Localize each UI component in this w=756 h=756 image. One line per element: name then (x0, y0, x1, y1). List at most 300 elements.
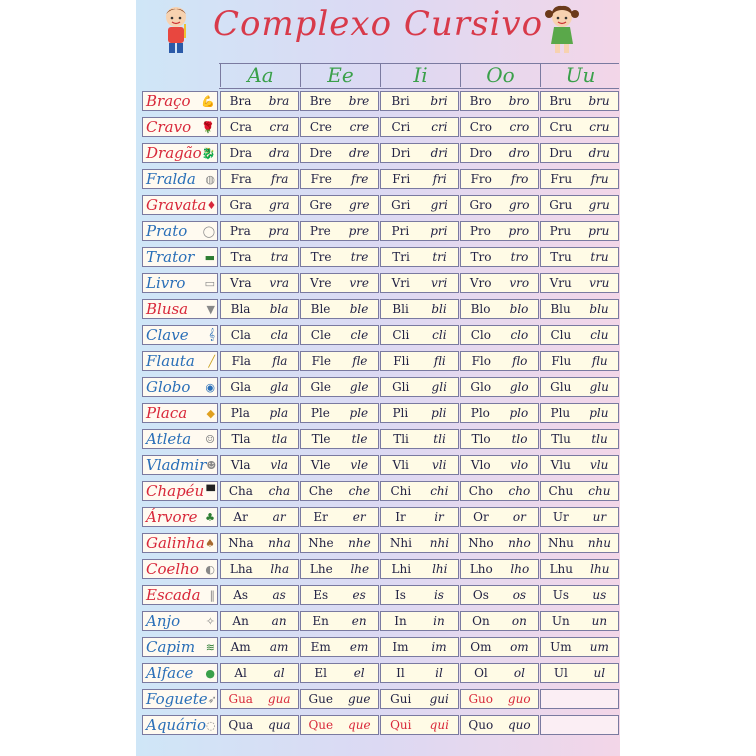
syllable-cell (300, 377, 379, 397)
syllable-print: Flo (471, 354, 491, 368)
syllable-cursive: quo (507, 718, 531, 732)
syllable-cell (380, 663, 459, 683)
syllable-print: Plu (550, 406, 571, 420)
example-word-label: Chapéu (146, 482, 205, 500)
poster (136, 0, 620, 756)
syllable-cell (540, 273, 619, 293)
syllable-cell (300, 143, 379, 163)
syllable-cell (300, 611, 379, 631)
syllable-cursive: fla (272, 354, 288, 368)
syllable-print: Vla (230, 458, 251, 472)
syllable-row (136, 117, 620, 139)
syllable-cell (220, 403, 299, 423)
syllable-print: Tli (393, 432, 409, 446)
syllable-cursive: ur (592, 510, 607, 524)
syllable-cell (380, 299, 459, 319)
syllable-cursive: cro (509, 120, 530, 134)
syllable-cell (540, 247, 619, 267)
example-word (142, 481, 218, 501)
syllable-cell (220, 507, 299, 527)
syllable-print: Fle (311, 354, 331, 368)
example-word (142, 273, 218, 293)
syllable-print: Gre (309, 198, 332, 212)
syllable-cell (220, 117, 299, 137)
syllable-cell (220, 715, 299, 735)
syllable-print: Lha (229, 562, 253, 576)
syllable-cursive: dra (268, 146, 290, 160)
syllable-cell (460, 351, 539, 371)
syllable-cursive: gli (431, 380, 447, 394)
syllable-print: Fri (392, 172, 411, 186)
syllable-print: Tlu (551, 432, 571, 446)
syllable-cursive: fro (511, 172, 529, 186)
sign-icon: ◆ (206, 406, 215, 420)
syllable-cursive: cle (350, 328, 369, 342)
syllable-row (136, 325, 620, 347)
syllable-cursive: fle (352, 354, 368, 368)
syllable-cursive: em (349, 640, 369, 654)
syllable-cell (540, 585, 619, 605)
syllable-cursive: lho (510, 562, 530, 576)
syllable-cell (380, 117, 459, 137)
syllable-row (136, 403, 620, 425)
example-word (142, 585, 218, 605)
syllable-print: Nho (468, 536, 494, 550)
syllable-cursive: dri (430, 146, 448, 160)
syllable-cell (220, 91, 299, 111)
syllable-cursive: gue (347, 692, 371, 706)
syllable-print: Nhi (389, 536, 412, 550)
syllable-cell (380, 377, 459, 397)
syllable-cursive: en (351, 614, 367, 628)
syllable-row (136, 689, 620, 711)
syllable-cursive: gra (268, 198, 290, 212)
syllable-print: Cli (392, 328, 410, 342)
syllable-print: Dru (549, 146, 573, 160)
example-word (142, 377, 218, 397)
syllable-row (136, 507, 620, 529)
syllable-cursive: lha (270, 562, 290, 576)
syllable-print: Un (551, 614, 570, 628)
syllable-cell (540, 117, 619, 137)
syllable-cell (380, 403, 459, 423)
syllable-cell (300, 325, 379, 345)
syllable-cursive: nhe (348, 536, 371, 550)
syllable-cursive: bli (431, 302, 447, 316)
syllable-cursive: gru (588, 198, 610, 212)
syllable-print: Tle (311, 432, 331, 446)
syllable-row (136, 533, 620, 555)
syllable-print: Nhe (308, 536, 334, 550)
example-word-label: Livro (146, 274, 186, 292)
arm-icon: 💪 (201, 94, 215, 108)
syllable-cell (460, 403, 539, 423)
syllable-cell (300, 559, 379, 579)
syllable-print: Dro (469, 146, 493, 160)
syllable-cell (540, 533, 619, 553)
syllable-print: Bru (549, 94, 572, 108)
syllable-cursive: cla (270, 328, 289, 342)
syllable-print: Tra (230, 250, 252, 264)
syllable-cell (220, 663, 299, 683)
diaper-icon: ◍ (205, 172, 215, 186)
syllable-print: Lho (469, 562, 493, 576)
example-word (142, 247, 218, 267)
syllable-print: Fru (550, 172, 573, 186)
example-word (142, 559, 218, 579)
syllable-print: Lhi (391, 562, 412, 576)
syllable-print: En (312, 614, 329, 628)
syllable-cursive: bla (269, 302, 289, 316)
example-word (142, 637, 218, 657)
syllable-print: Cla (230, 328, 251, 342)
example-word (142, 611, 218, 631)
syllable-row (136, 273, 620, 295)
syllable-cursive: er (352, 510, 366, 524)
syllable-cell (460, 533, 539, 553)
syllable-cell (540, 299, 619, 319)
aquarium-icon: ◌ (206, 718, 216, 732)
syllable-cell (220, 351, 299, 371)
syllable-cell (220, 533, 299, 553)
syllable-cell (540, 221, 619, 241)
syllable-cell (540, 715, 619, 735)
syllable-print: Ble (310, 302, 331, 316)
syllable-cursive: nha (268, 536, 291, 550)
syllable-print: Cri (391, 120, 411, 134)
syllable-cursive: ol (513, 666, 525, 680)
syllable-cell (460, 273, 539, 293)
syllable-print: Cha (228, 484, 253, 498)
syllable-cell (460, 663, 539, 683)
syllable-cell (220, 247, 299, 267)
syllable-cursive: dre (348, 146, 370, 160)
syllable-cell (540, 325, 619, 345)
syllable-cursive: gla (269, 380, 289, 394)
syllable-cursive: ar (272, 510, 286, 524)
syllable-row (136, 585, 620, 607)
syllable-cell (540, 559, 619, 579)
syllable-cursive: im (431, 640, 447, 654)
syllable-cursive: cho (508, 484, 531, 498)
example-word-label: Prato (146, 222, 188, 240)
syllable-cell (380, 195, 459, 215)
syllable-cell (460, 169, 539, 189)
syllable-cursive: qui (429, 718, 449, 732)
syllable-cell (220, 325, 299, 345)
example-word-label: Dragão (146, 144, 202, 162)
tie-icon: ♦ (206, 198, 217, 212)
syllable-cell (380, 169, 459, 189)
syllable-cell (460, 221, 539, 241)
syllable-cell (220, 143, 299, 163)
syllable-cursive: us (592, 588, 607, 602)
syllable-print: Pri (391, 224, 410, 238)
example-word (142, 429, 218, 449)
syllable-cursive: cri (431, 120, 448, 134)
syllable-print: Es (313, 588, 329, 602)
example-word (142, 117, 218, 137)
syllable-print: Bli (392, 302, 409, 316)
syllable-cell (540, 403, 619, 423)
syllable-cursive: fri (432, 172, 447, 186)
flower-icon: 🌹 (201, 120, 215, 134)
syllable-cursive: bro (508, 94, 530, 108)
syllable-cursive: gro (508, 198, 530, 212)
syllable-print: In (394, 614, 407, 628)
syllable-cursive: chi (430, 484, 449, 498)
syllable-print: Guo (468, 692, 493, 706)
syllable-cell (460, 637, 539, 657)
syllable-print: Tla (231, 432, 251, 446)
syllable-cell (460, 455, 539, 475)
syllable-print: Plo (470, 406, 490, 420)
syllable-row (136, 195, 620, 217)
syllable-cell (380, 715, 459, 735)
lettuce-icon: ● (205, 666, 215, 680)
syllable-print: Bla (230, 302, 251, 316)
syllable-cell (460, 481, 539, 501)
syllable-cell (540, 455, 619, 475)
syllable-cell (540, 663, 619, 683)
syllable-cell (220, 377, 299, 397)
syllable-cell (540, 689, 619, 709)
syllable-cell (380, 559, 459, 579)
syllable-cursive: nhi (429, 536, 450, 550)
syllable-cursive: cli (432, 328, 447, 342)
syllable-print: Tlo (471, 432, 491, 446)
syllable-cursive: un (591, 614, 608, 628)
rocket-icon: ➶ (207, 692, 217, 706)
example-word (142, 403, 218, 423)
syllable-print: Bra (229, 94, 252, 108)
syllable-cursive: in (433, 614, 445, 628)
syllable-cursive: lhu (590, 562, 610, 576)
syllable-cell (380, 429, 459, 449)
syllable-cell (300, 715, 379, 735)
tractor-icon: ▬ (204, 250, 215, 264)
syllable-print: Il (396, 666, 405, 680)
syllable-cursive: nhu (587, 536, 612, 550)
syllable-print: Cle (310, 328, 331, 342)
syllable-cursive: qua (268, 718, 291, 732)
syllable-cursive: tra (270, 250, 289, 264)
syllable-print: Che (308, 484, 333, 498)
syllable-cursive: vre (349, 276, 370, 290)
syllable-print: Fli (393, 354, 410, 368)
syllable-cursive: gui (429, 692, 449, 706)
syllable-print: On (472, 614, 490, 628)
syllable-cell (300, 507, 379, 527)
boy-illustration (154, 4, 198, 56)
example-word-label: Vladmir (146, 456, 207, 474)
syllable-cursive: chu (588, 484, 611, 498)
syllable-cell (380, 143, 459, 163)
syllable-cursive: vla (270, 458, 289, 472)
syllable-print: El (314, 666, 327, 680)
syllable-cursive: om (510, 640, 529, 654)
globe-icon: ◉ (205, 380, 215, 394)
syllable-cell (540, 91, 619, 111)
syllable-cursive: pro (508, 224, 530, 238)
example-word (142, 325, 218, 345)
syllable-print: Bro (469, 94, 492, 108)
syllable-cell (460, 585, 539, 605)
syllable-cursive: glu (589, 380, 609, 394)
syllable-cell (220, 273, 299, 293)
syllable-cell (460, 195, 539, 215)
syllable-cell (380, 273, 459, 293)
syllable-cell (220, 559, 299, 579)
syllable-print: Er (313, 510, 328, 524)
syllable-cursive: tru (590, 250, 609, 264)
syllable-cell (540, 377, 619, 397)
syllable-cell (540, 351, 619, 371)
syllable-cell (220, 637, 299, 657)
syllable-cursive: vlo (510, 458, 529, 472)
syllable-cursive: flo (512, 354, 528, 368)
syllable-cursive: or (512, 510, 526, 524)
syllable-print: Ir (395, 510, 406, 524)
syllable-print: Que (308, 718, 334, 732)
example-word (142, 533, 218, 553)
flute-icon: ╱ (208, 354, 215, 368)
syllable-print: Nhu (547, 536, 574, 550)
syllable-print: Fro (470, 172, 492, 186)
syllable-cell (300, 273, 379, 293)
example-word-label: Clave (146, 326, 189, 344)
example-word (142, 663, 218, 683)
syllable-print: Nha (228, 536, 254, 550)
syllable-cursive: pri (430, 224, 448, 238)
syllable-row (136, 455, 620, 477)
syllable-cursive: ble (349, 302, 369, 316)
syllable-cell (220, 481, 299, 501)
syllable-cell (300, 663, 379, 683)
example-word-label: Coelho (146, 560, 199, 578)
syllable-print: Clo (470, 328, 491, 342)
syllable-cursive: cre (349, 120, 370, 134)
syllable-row (136, 299, 620, 321)
page-title: Complexo Cursivo (212, 4, 544, 44)
syllable-print: Vli (392, 458, 409, 472)
syllable-cell (460, 377, 539, 397)
syllable-print: Bri (391, 94, 410, 108)
syllable-cursive: pre (348, 224, 370, 238)
syllable-print: Pre (309, 224, 331, 238)
syllable-cell (540, 637, 619, 657)
syllable-print: Pla (230, 406, 250, 420)
syllable-cursive: clo (510, 328, 529, 342)
syllable-cursive: gre (348, 198, 370, 212)
vowel-header-i: Ii (380, 63, 460, 87)
syllable-print: Bre (309, 94, 332, 108)
syllable-cell (540, 169, 619, 189)
syllable-cell (380, 351, 459, 371)
vowel-header-o: Oo (460, 63, 540, 87)
syllable-cursive: il (435, 666, 443, 680)
syllable-cell (380, 221, 459, 241)
syllable-print: Em (310, 640, 331, 654)
ladder-icon: ‖ (209, 588, 215, 602)
syllable-cursive: blu (589, 302, 609, 316)
syllable-print: Ur (552, 510, 569, 524)
syllable-print: Pru (549, 224, 572, 238)
syllable-cursive: dro (508, 146, 530, 160)
hat-icon: ▀ (206, 484, 215, 498)
syllable-print: Fre (310, 172, 332, 186)
syllable-print: Dri (391, 146, 411, 160)
syllable-print: Gro (469, 198, 492, 212)
syllable-cell (460, 559, 539, 579)
syllable-cell (380, 585, 459, 605)
example-word-label: Braço (146, 92, 191, 110)
syllable-row (136, 143, 620, 165)
syllable-print: Vro (469, 276, 492, 290)
syllable-cursive: lhi (432, 562, 448, 576)
syllable-row (136, 637, 620, 659)
syllable-print: Glu (550, 380, 572, 394)
syllable-cell (380, 455, 459, 475)
syllable-cell (540, 429, 619, 449)
girl-illustration (540, 4, 584, 56)
syllable-cursive: vru (589, 276, 610, 290)
example-word-label: Foguete (146, 690, 208, 708)
example-word (142, 689, 218, 709)
syllable-cursive: is (433, 588, 444, 602)
syllable-print: Lhu (549, 562, 573, 576)
rabbit-icon: ◐ (205, 562, 215, 576)
syllable-cell (460, 247, 539, 267)
example-word-label: Árvore (146, 508, 198, 526)
syllable-print: Vre (309, 276, 332, 290)
grass-icon: ≋ (205, 640, 215, 654)
vowel-header-a: Aa (220, 63, 300, 87)
syllable-cell (300, 429, 379, 449)
syllable-cursive: ul (593, 666, 606, 680)
syllable-print: Tru (550, 250, 572, 264)
syllable-cursive: flu (591, 354, 608, 368)
syllable-cell (380, 481, 459, 501)
syllable-row (136, 377, 620, 399)
syllable-cell (300, 221, 379, 241)
syllable-cursive: pla (269, 406, 289, 420)
syllable-cell (460, 299, 539, 319)
syllable-cursive: gle (349, 380, 369, 394)
syllable-cursive: bri (430, 94, 448, 108)
syllable-cursive: as (272, 588, 286, 602)
syllable-print: Pra (229, 224, 251, 238)
syllable-cell (540, 143, 619, 163)
syllable-cursive: lhe (350, 562, 370, 576)
example-word-label: Blusa (146, 300, 189, 318)
example-word-label: Aquário (146, 716, 207, 734)
syllable-cursive: fli (433, 354, 446, 368)
syllable-cursive: ir (434, 510, 444, 524)
syllable-cursive: al (273, 666, 285, 680)
syllable-cell (540, 195, 619, 215)
syllable-cell (300, 247, 379, 267)
syllable-print: Clu (550, 328, 572, 342)
example-word-label: Atleta (146, 430, 192, 448)
syllable-cursive: cru (589, 120, 610, 134)
syllable-print: Vlu (550, 458, 571, 472)
example-word (142, 91, 218, 111)
syllable-cursive: pru (588, 224, 610, 238)
syllable-cell (460, 117, 539, 137)
syllable-cell (540, 611, 619, 631)
syllable-cursive: fru (590, 172, 609, 186)
